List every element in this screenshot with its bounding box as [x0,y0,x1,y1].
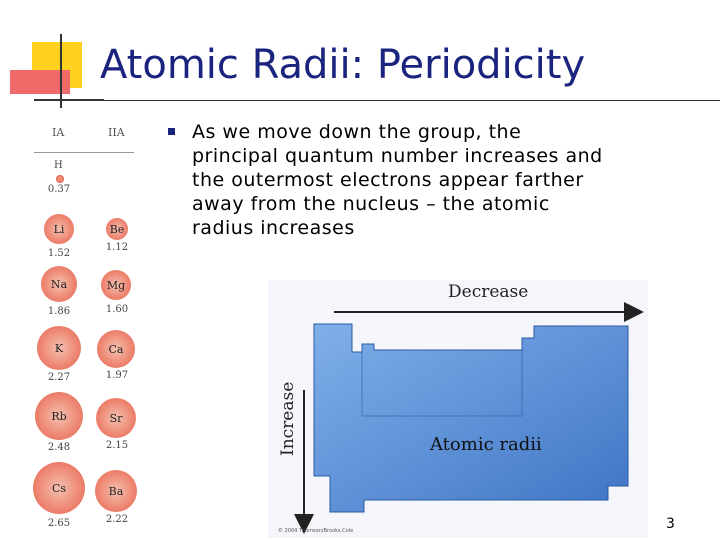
decor-horizontal-accent [34,99,104,101]
atom-radius: 2.15 [105,440,129,451]
atom-be [106,218,128,240]
header-divider [34,152,134,153]
atom-symbol: Mg [106,278,126,292]
group-1-header: IA [52,126,65,139]
atom-na [41,266,77,302]
atom-radius: 2.22 [105,514,129,525]
hydrogen-atom [56,175,64,183]
atom-k [37,326,81,370]
decor-vertical-line [60,34,62,108]
atom-rb [35,392,83,440]
atom-cs [33,462,85,514]
atom-radius: 1.52 [47,248,71,259]
atom-ba [95,470,137,512]
atom-radius: 1.86 [47,306,71,317]
atom-radius: 1.97 [105,370,129,381]
atom-radius: 2.27 [47,372,71,383]
atom-symbol: Ca [108,342,124,356]
atom-radius: 1.12 [105,242,129,253]
increase-label: Increase [278,381,298,456]
atom-sr [96,398,136,438]
atom-radius: 2.65 [47,518,71,529]
atom-mg [101,270,131,300]
atom-symbol: Na [50,277,68,291]
decrease-label: Decrease [448,282,529,302]
bullet-text: As we move down the group, the principal quantum number increases and the outermost electrons appear farther away from the nucleus – the atomic radius increases [192,121,603,239]
atom-radius: 2.48 [47,442,71,453]
atom-radius: 1.60 [105,304,129,315]
slide-title: Atomic Radii: Periodicity [100,42,586,88]
atom-symbol: Be [109,222,125,236]
atom-symbol: Li [53,222,65,236]
atom-symbol: Cs [51,481,67,495]
page-number: 3 [666,516,675,532]
atom-symbol: K [54,341,64,355]
atom-li [44,214,74,244]
atom-symbol: Sr [109,411,123,425]
decor-horizontal-line [34,100,720,101]
bullet-marker [168,128,175,135]
group-2-header: IIA [108,126,125,139]
hydrogen-radius: 0.37 [47,184,71,195]
hydrogen-symbol: H [54,160,63,171]
atom-symbol: Ba [108,484,124,498]
atom-symbol: Rb [51,409,67,423]
periodic-table-shape [268,280,648,538]
atom-ca [97,330,135,368]
periodic-trend-diagram [268,280,648,538]
copyright-note: © 2004 Thomson/Brooks Cole [278,528,354,534]
atomic-radii-label: Atomic radii [430,434,542,455]
